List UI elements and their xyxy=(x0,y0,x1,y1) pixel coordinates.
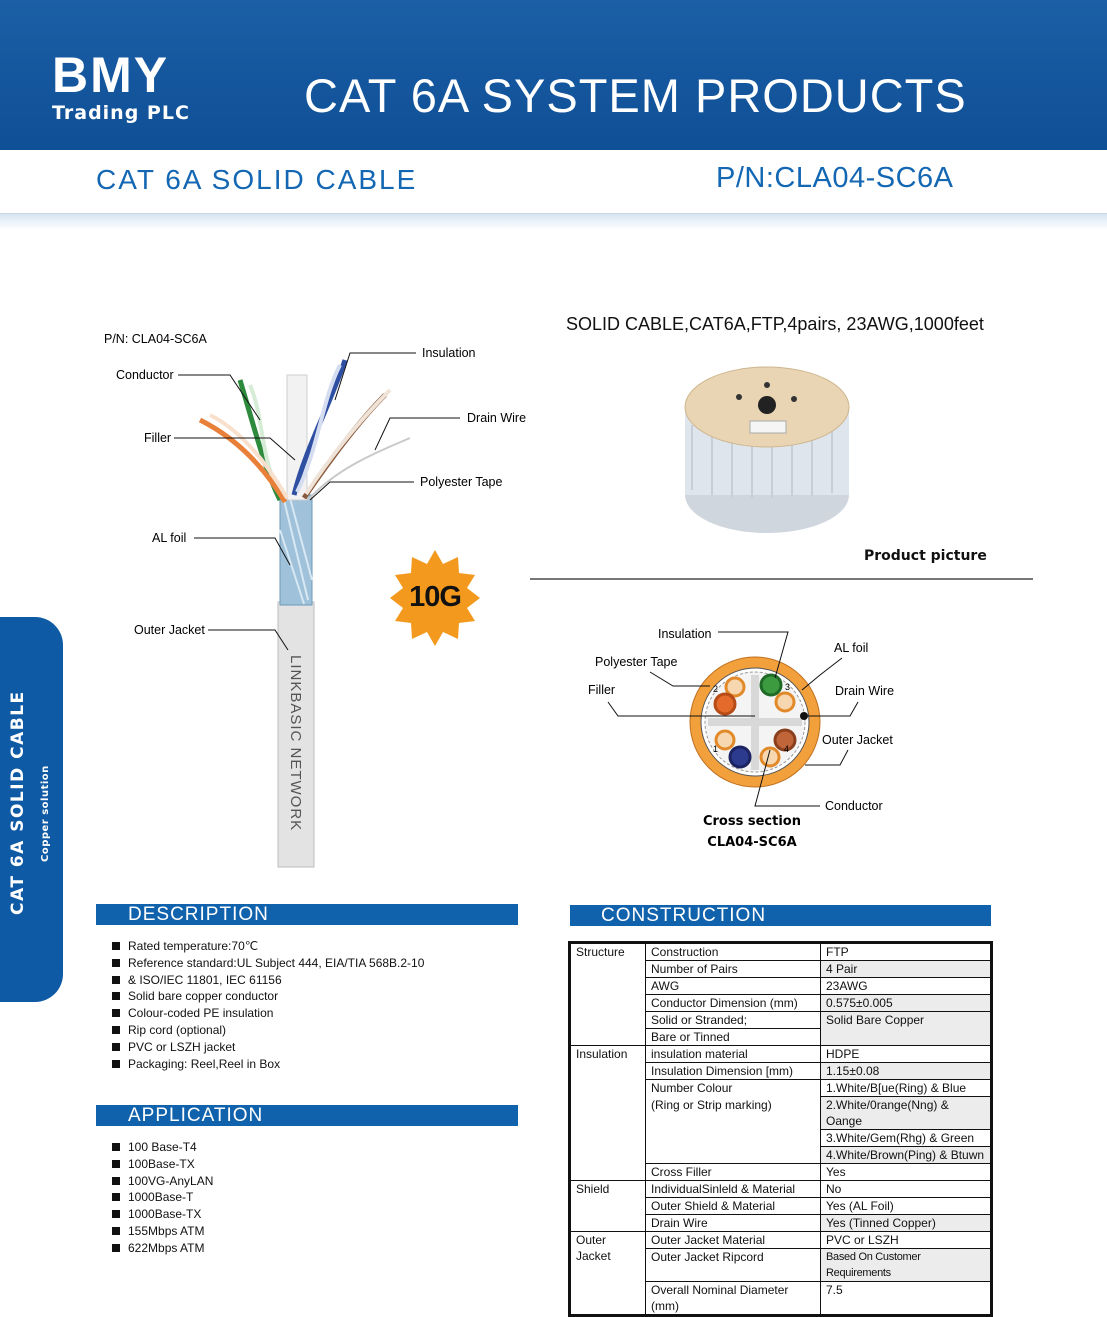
logo-sub-text: Trading PLC xyxy=(52,102,190,124)
cs-pair3-b xyxy=(776,693,794,711)
application-item: 622Mbps ATM xyxy=(104,1240,524,1257)
row-value: FTP xyxy=(821,943,992,961)
row-item: Construction xyxy=(646,943,821,961)
reel-hole-3 xyxy=(764,382,770,388)
cs-pair-number-3: 3 xyxy=(785,682,791,692)
label-al-foil: AL foil xyxy=(152,531,187,545)
cs-label-insulation: Insulation xyxy=(658,627,712,641)
row-value: 4.White/Brown(Ping) & Btuwn xyxy=(821,1147,992,1164)
cs-label-filler: Filler xyxy=(588,683,616,697)
label-filler: Filler xyxy=(144,431,172,445)
cable-pn-label: P/N: CLA04-SC6A xyxy=(104,332,207,346)
product-name: CAT 6A SOLID CABLE xyxy=(96,164,418,195)
cs-pair-number-1: 1 xyxy=(713,744,719,754)
cs-leader-polyester-tape xyxy=(650,672,710,686)
row-item: AWG xyxy=(646,978,821,995)
description-item: PVC or LSZH jacket xyxy=(104,1039,524,1056)
cs-caption-line1: Cross section xyxy=(702,814,802,829)
leader-polyester-tape xyxy=(310,482,414,500)
group-insulation: Insulation xyxy=(570,1046,646,1181)
company-logo xyxy=(52,47,212,130)
table-row xyxy=(570,1232,992,1249)
row-item: Outer Jacket Ripcord xyxy=(646,1249,821,1282)
subheader-shadow xyxy=(0,214,1107,230)
row-item: Bare or Tinned xyxy=(646,1029,821,1046)
cs-pair2-b xyxy=(715,694,735,714)
10g-badge-text: 10G xyxy=(409,581,461,613)
row-value: 4 Pair xyxy=(821,961,992,978)
table-row xyxy=(570,1046,992,1063)
construction-table xyxy=(568,941,993,1317)
row-value: HDPE xyxy=(821,1046,992,1063)
cs-label-drain-wire: Drain Wire xyxy=(835,684,895,698)
application-item: 100Base-TX xyxy=(104,1156,524,1173)
product-reel-picture xyxy=(672,355,862,545)
row-value: 3.White/Gem(Rhg) & Green xyxy=(821,1130,992,1147)
row-item: IndividualSinleld & Material xyxy=(646,1181,821,1198)
row-item: Overall Nominal Diameter (mm) xyxy=(646,1282,821,1316)
description-item: Solid bare copper conductor xyxy=(104,988,524,1005)
leader-insulation xyxy=(335,353,416,400)
label-outer-jacket: Outer Jacket xyxy=(134,623,205,637)
logo-main-text: BMY xyxy=(52,47,170,103)
jacket-print: LINKBASIC NETWORK xyxy=(287,655,304,832)
description-heading: DESCRIPTION xyxy=(96,904,518,925)
cs-label-outer-jacket: Outer Jacket xyxy=(822,733,893,747)
reel-hole-1 xyxy=(736,394,742,400)
row-item: Number Colour xyxy=(646,1080,821,1097)
application-item: 155Mbps ATM xyxy=(104,1223,524,1240)
cs-label-polyester-tape: Polyester Tape xyxy=(595,655,678,669)
label-insulation: Insulation xyxy=(422,346,476,360)
row-item: Number of Pairs xyxy=(646,961,821,978)
application-list xyxy=(104,1139,524,1257)
row-value: 0.575±0.005 xyxy=(821,995,992,1012)
description-item: & ISO/IEC 11801, IEC 61156 xyxy=(104,972,524,989)
application-heading: APPLICATION xyxy=(96,1105,518,1126)
row-item: Insulation Dimension [mm) xyxy=(646,1063,821,1080)
product-title: SOLID CABLE,CAT6A,FTP,4pairs, 23AWG,1000feet xyxy=(566,314,984,334)
label-drain-wire: Drain Wire xyxy=(467,411,527,425)
reel-label-sticker xyxy=(750,421,786,433)
row-value: 23AWG xyxy=(821,978,992,995)
cs-pair-number-2: 2 xyxy=(713,684,719,694)
reel-hub-hole xyxy=(758,396,776,414)
row-item: Outer Shield & Material xyxy=(646,1198,821,1215)
table-row xyxy=(570,1181,992,1198)
section-divider xyxy=(530,578,1033,580)
cs-pair1-b xyxy=(730,747,750,767)
leader-al-foil xyxy=(194,538,290,565)
cs-label-conductor: Conductor xyxy=(825,799,883,813)
label-polyester-tape: Polyester Tape xyxy=(420,475,503,489)
part-number: P/N:CLA04-SC6A xyxy=(716,162,954,194)
row-item: Conductor Dimension (mm) xyxy=(646,995,821,1012)
page-title: CAT 6A SYSTEM PRODUCTS xyxy=(304,69,967,122)
description-item: Rated temperature:70℃ xyxy=(104,938,524,955)
construction-heading: CONSTRUCTION xyxy=(570,905,991,926)
brown-white-pair xyxy=(306,390,390,494)
row-value: 1.15±0.08 xyxy=(821,1063,992,1080)
table-row xyxy=(570,943,992,961)
description-item: Colour-coded PE insulation xyxy=(104,1005,524,1022)
row-item xyxy=(646,1130,821,1147)
row-value: 7.5 xyxy=(821,1282,992,1316)
row-item: Solid or Stranded; xyxy=(646,1012,821,1029)
row-value: 2.White/0range(Nng) & Oange xyxy=(821,1097,992,1130)
row-item: insulation material xyxy=(646,1046,821,1063)
cs-drain-wire xyxy=(800,712,808,720)
row-value: Solid Bare Copper xyxy=(821,1012,992,1046)
cs-pair3-a xyxy=(761,675,781,695)
description-item: Reference standard:UL Subject 444, EIA/TIA 568B.2-10 xyxy=(104,955,524,972)
row-item xyxy=(646,1147,821,1164)
product-picture-caption: Product picture xyxy=(864,548,987,564)
application-item: 100 Base-T4 xyxy=(104,1139,524,1156)
row-value: Yes xyxy=(821,1164,992,1181)
cross-section-diagram xyxy=(580,620,910,860)
leader-drain-wire xyxy=(375,418,460,450)
row-value: PVC or LSZH xyxy=(821,1232,992,1249)
application-item: 1000Base-T xyxy=(104,1189,524,1206)
cs-pair-number-4: 4 xyxy=(784,744,790,754)
description-item: Rip cord (optional) xyxy=(104,1022,524,1039)
row-value: Based On Customer Requirements xyxy=(821,1249,992,1282)
row-value: No xyxy=(821,1181,992,1198)
application-item: 1000Base-TX xyxy=(104,1206,524,1223)
row-value: 1.White/B[ue(Ring) & Blue xyxy=(821,1080,992,1097)
cable-diagram xyxy=(90,320,530,870)
description-item: Packaging: Reel,Reel in Box xyxy=(104,1056,524,1073)
cs-caption-line2: CLA04-SC6A xyxy=(707,835,797,850)
cs-pair1-a xyxy=(716,731,734,749)
group-outer-jacket: Outer Jacket xyxy=(570,1232,646,1316)
row-value: Yes (AL Foil) xyxy=(821,1198,992,1215)
leader-outer-jacket xyxy=(208,630,288,650)
reel-hole-2 xyxy=(791,396,797,402)
row-item: (Ring or Strip marking) xyxy=(646,1097,821,1130)
side-tab-subtitle: Copper solution xyxy=(40,765,51,862)
row-item: Cross Filler xyxy=(646,1164,821,1181)
side-tab-title: CAT 6A SOLID CABLE xyxy=(8,690,28,915)
row-item: Drain Wire xyxy=(646,1215,821,1232)
application-item: 100VG-AnyLAN xyxy=(104,1173,524,1190)
cs-label-al-foil: AL foil xyxy=(834,641,869,655)
group-structure: Structure xyxy=(570,943,646,1046)
orange-pair xyxy=(200,420,285,502)
label-conductor: Conductor xyxy=(116,368,174,382)
description-list xyxy=(104,938,524,1072)
group-shield: Shield xyxy=(570,1181,646,1232)
row-value: Yes (Tinned Copper) xyxy=(821,1215,992,1232)
row-item: Outer Jacket Material xyxy=(646,1232,821,1249)
